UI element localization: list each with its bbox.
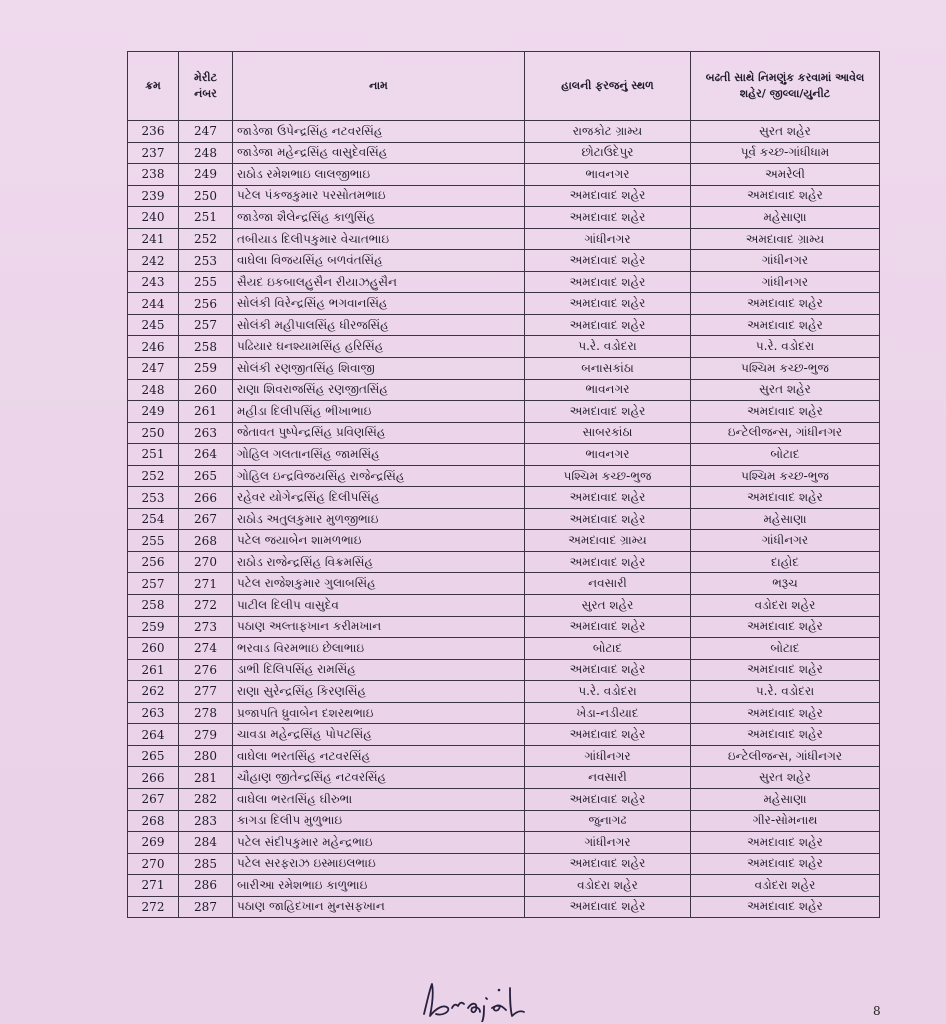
sr-cell: 271 — [128, 875, 179, 897]
new-posting-cell: અમદાવાદ શહેર — [691, 185, 880, 207]
sr-cell: 249 — [128, 401, 179, 423]
merit-number-cell: 247 — [179, 121, 233, 143]
name-cell: કાગડા દિલીપ મુળુભાઇ — [233, 810, 525, 832]
new-posting-cell: સુરત શહેર — [691, 379, 880, 401]
merit-number-cell: 250 — [179, 185, 233, 207]
table-row — [128, 638, 880, 660]
merit-number-cell: 277 — [179, 681, 233, 703]
name-cell: રાણા શિવરાજસિંહ રણજીતસિંહ — [233, 379, 525, 401]
current-posting-cell: જુનાગઢ — [525, 810, 691, 832]
name-cell: વાઘેલા વિજયસિંહ બળવંતસિંહ — [233, 250, 525, 272]
sr-cell: 258 — [128, 595, 179, 617]
current-posting-cell: નવસારી — [525, 573, 691, 595]
new-posting-cell: પૂર્વ કચ્છ-ગાંધીધામ — [691, 142, 880, 164]
name-cell: પટેલ જયાબેન શામળભાઇ — [233, 530, 525, 552]
current-posting-cell: બોટાદ — [525, 638, 691, 660]
current-posting-cell: અમદાવાદ શહેર — [525, 788, 691, 810]
name-cell: સોલંકી મહીપાલસિંહ ધીરજસિંહ — [233, 314, 525, 336]
merit-number-cell: 265 — [179, 465, 233, 487]
current-posting-cell: ગાંધીનગર — [525, 228, 691, 250]
current-posting-cell: ભાવનગર — [525, 379, 691, 401]
sr-cell: 254 — [128, 508, 179, 530]
merit-number-cell: 271 — [179, 573, 233, 595]
new-posting-cell: અમદાવાદ શહેર — [691, 702, 880, 724]
name-cell: ગોહિલ ગલતાનસિંહ જામસિંહ — [233, 444, 525, 466]
table-row — [128, 595, 880, 617]
current-posting-cell: અમદાવાદ શહેર — [525, 616, 691, 638]
sr-cell: 248 — [128, 379, 179, 401]
name-cell: તબીયાડ દિલીપકુમાર વેચાતભાઇ — [233, 228, 525, 250]
table-row — [128, 121, 880, 143]
name-cell: રાઠોડ રમેશભાઇ લાલજીભાઇ — [233, 164, 525, 186]
merit-number-cell: 285 — [179, 853, 233, 875]
name-cell: પઠાણ અલ્તાફખાન કરીમખાન — [233, 616, 525, 638]
sr-cell: 272 — [128, 896, 179, 918]
table-row — [128, 724, 880, 746]
table-row — [128, 767, 880, 789]
new-posting-cell: મહેસાણા — [691, 788, 880, 810]
name-cell: પ્રજાપતિ ધ્રુવાબેન દશરથભાઇ — [233, 702, 525, 724]
current-posting-cell: અમદાવાદ શહેર — [525, 207, 691, 229]
merit-number-cell: 256 — [179, 293, 233, 315]
table-row — [128, 358, 880, 380]
sr-cell: 264 — [128, 724, 179, 746]
current-posting-cell: પશ્ચિમ કચ્છ-ભુજ — [525, 465, 691, 487]
sr-cell: 240 — [128, 207, 179, 229]
sr-cell: 238 — [128, 164, 179, 186]
new-posting-cell: પશ્ચિમ કચ્છ-ભુજ — [691, 358, 880, 380]
merit-number-cell: 255 — [179, 271, 233, 293]
table-row — [128, 832, 880, 854]
current-posting-cell: ગાંધીનગર — [525, 745, 691, 767]
new-posting-cell: અમદાવાદ ગ્રામ્ય — [691, 228, 880, 250]
new-posting-cell: અમદાવાદ શહેર — [691, 314, 880, 336]
table-row — [128, 875, 880, 897]
name-cell: જાડેજા મહેન્દ્રસિંહ વાસુદેવસિંહ — [233, 142, 525, 164]
table-row — [128, 745, 880, 767]
table-row — [128, 336, 880, 358]
name-cell: બારીઆ રમેશભાઇ કાળુભાઇ — [233, 875, 525, 897]
new-posting-cell: પશ્ચિમ કચ્છ-ભુજ — [691, 465, 880, 487]
name-cell: પટેલ રાજેશકુમાર ગુલાબસિંહ — [233, 573, 525, 595]
sr-cell: 250 — [128, 422, 179, 444]
table-row — [128, 896, 880, 918]
new-posting-cell: અમદાવાદ શહેર — [691, 832, 880, 854]
header-current-posting: હાલની ફરજનું સ્થળ — [525, 52, 691, 121]
merit-number-cell: 286 — [179, 875, 233, 897]
merit-number-cell: 253 — [179, 250, 233, 272]
new-posting-cell: અમદાવાદ શહેર — [691, 293, 880, 315]
new-posting-cell: અમદાવાદ શહેર — [691, 659, 880, 681]
table-row — [128, 228, 880, 250]
table-row — [128, 185, 880, 207]
merit-number-cell: 278 — [179, 702, 233, 724]
merit-number-cell: 258 — [179, 336, 233, 358]
table-row — [128, 573, 880, 595]
merit-number-cell: 268 — [179, 530, 233, 552]
current-posting-cell: અમદાવાદ શહેર — [525, 271, 691, 293]
merit-number-cell: 273 — [179, 616, 233, 638]
name-cell: ચાવડા મહેન્દ્રસિંહ પોપટસિંહ — [233, 724, 525, 746]
sr-cell: 256 — [128, 551, 179, 573]
current-posting-cell: ભાવનગર — [525, 164, 691, 186]
table-row — [128, 465, 880, 487]
new-posting-cell: અમદાવાદ શહેર — [691, 853, 880, 875]
current-posting-cell: અમદાવાદ શહેર — [525, 659, 691, 681]
current-posting-cell: સાબરકાંઠા — [525, 422, 691, 444]
table-header-row — [128, 52, 880, 121]
table-row — [128, 314, 880, 336]
table-row — [128, 616, 880, 638]
new-posting-cell: અમરેલી — [691, 164, 880, 186]
table-row — [128, 810, 880, 832]
current-posting-cell: ખેડા-નડીયાદ — [525, 702, 691, 724]
header-sr: ક્રમ — [128, 52, 179, 121]
table-row — [128, 271, 880, 293]
sr-cell: 263 — [128, 702, 179, 724]
current-posting-cell: અમદાવાદ શહેર — [525, 724, 691, 746]
current-posting-cell: છોટાઉદેપુર — [525, 142, 691, 164]
name-cell: સોલંકી રણજીતસિંહ શિવાજી — [233, 358, 525, 380]
current-posting-cell: અમદાવાદ શહેર — [525, 853, 691, 875]
merit-number-cell: 263 — [179, 422, 233, 444]
name-cell: રાઠોડ અતુલકુમાર મુળજીભાઇ — [233, 508, 525, 530]
merit-number-cell: 252 — [179, 228, 233, 250]
new-posting-cell: અમદાવાદ શહેર — [691, 487, 880, 509]
new-posting-cell: ઇન્ટેલીજન્સ, ગાંધીનગર — [691, 745, 880, 767]
merit-number-cell: 259 — [179, 358, 233, 380]
table-body — [128, 121, 880, 918]
sr-cell: 266 — [128, 767, 179, 789]
merit-number-cell: 287 — [179, 896, 233, 918]
table-row — [128, 681, 880, 703]
merit-number-cell: 264 — [179, 444, 233, 466]
sr-cell: 239 — [128, 185, 179, 207]
name-cell: પઢિયાર ઘનશ્યામસિંહ હરિસિંહ — [233, 336, 525, 358]
new-posting-cell: ગીર-સોમનાથ — [691, 810, 880, 832]
current-posting-cell: અમદાવાદ શહેર — [525, 314, 691, 336]
sr-cell: 257 — [128, 573, 179, 595]
new-posting-cell: પ.રે. વડોદરા — [691, 681, 880, 703]
table-row — [128, 142, 880, 164]
current-posting-cell: પ.રે. વડોદરા — [525, 681, 691, 703]
merit-number-cell: 272 — [179, 595, 233, 617]
sr-cell: 245 — [128, 314, 179, 336]
name-cell: જેતાવત પુષ્પેન્દ્રસિંહ પ્રવિણસિંહ — [233, 422, 525, 444]
new-posting-cell: મહેસાણા — [691, 207, 880, 229]
sr-cell: 246 — [128, 336, 179, 358]
current-posting-cell: ભાવનગર — [525, 444, 691, 466]
table-row — [128, 788, 880, 810]
merit-number-cell: 282 — [179, 788, 233, 810]
name-cell: પઠાણ જાહિદખાન મુનસફખાન — [233, 896, 525, 918]
name-cell: ભરવાડ વિરમભાઇ છેલાભાઇ — [233, 638, 525, 660]
name-cell: જાડેજા શૈલેન્દ્રસિંહ કાળુસિંહ — [233, 207, 525, 229]
new-posting-cell: પ.રે. વડોદરા — [691, 336, 880, 358]
current-posting-cell: અમદાવાદ ગ્રામ્ય — [525, 530, 691, 552]
table-row — [128, 530, 880, 552]
merit-number-cell: 260 — [179, 379, 233, 401]
new-posting-cell: ભરૂચ — [691, 573, 880, 595]
name-cell: રાઠોડ રાજેન્દ્રસિંહ વિક્રમસિંહ — [233, 551, 525, 573]
merit-number-cell: 248 — [179, 142, 233, 164]
table-row — [128, 250, 880, 272]
name-cell: ડાભી દિલિપસિંહ રામસિંહ — [233, 659, 525, 681]
sr-cell: 247 — [128, 358, 179, 380]
merit-number-cell: 274 — [179, 638, 233, 660]
current-posting-cell: અમદાવાદ શહેર — [525, 293, 691, 315]
merit-number-cell: 270 — [179, 551, 233, 573]
merit-number-cell: 284 — [179, 832, 233, 854]
merit-number-cell: 276 — [179, 659, 233, 681]
merit-number-cell: 249 — [179, 164, 233, 186]
new-posting-cell: અમદાવાદ શહેર — [691, 616, 880, 638]
name-cell: વાઘેલા ભરતસિંહ નટવરસિંહ — [233, 745, 525, 767]
promotion-posting-table — [127, 51, 880, 918]
new-posting-cell: મહેસાણા — [691, 508, 880, 530]
new-posting-cell: અમદાવાદ શહેર — [691, 896, 880, 918]
sr-cell: 244 — [128, 293, 179, 315]
name-cell: પટેલ સંદીપકુમાર મહેન્દ્રભાઇ — [233, 832, 525, 854]
name-cell: ચૌહાણ જીતેન્દ્રસિંહ નટવરસિંહ — [233, 767, 525, 789]
current-posting-cell: વડોદરા શહેર — [525, 875, 691, 897]
merit-number-cell: 279 — [179, 724, 233, 746]
merit-number-cell: 283 — [179, 810, 233, 832]
header-name: નામ — [233, 52, 525, 121]
new-posting-cell: ઇન્ટેલીજન્સ, ગાંધીનગર — [691, 422, 880, 444]
new-posting-cell: બોટાદ — [691, 638, 880, 660]
merit-number-cell: 266 — [179, 487, 233, 509]
new-posting-cell: ગાંધીનગર — [691, 271, 880, 293]
table-row — [128, 659, 880, 681]
table-row — [128, 293, 880, 315]
sr-cell: 259 — [128, 616, 179, 638]
new-posting-cell: દાહોદ — [691, 551, 880, 573]
sr-cell: 261 — [128, 659, 179, 681]
name-cell: પટેલ પંકજકુમાર પરસોતમભાઇ — [233, 185, 525, 207]
merit-number-cell: 251 — [179, 207, 233, 229]
sr-cell: 269 — [128, 832, 179, 854]
name-cell: પટેલ સરફરાઝ ઇસ્માઇલભાઇ — [233, 853, 525, 875]
new-posting-cell: સુરત શહેર — [691, 121, 880, 143]
name-cell: જાડેજા ઉપેન્દ્રસિંહ નટવરસિંહ — [233, 121, 525, 143]
name-cell: રહેવર યોગેન્દ્રસિંહ દિલીપસિંહ — [233, 487, 525, 509]
table-row — [128, 487, 880, 509]
current-posting-cell: બનાસકાંઠા — [525, 358, 691, 380]
table-row — [128, 401, 880, 423]
table-row — [128, 164, 880, 186]
sr-cell: 270 — [128, 853, 179, 875]
sr-cell: 267 — [128, 788, 179, 810]
merit-number-cell: 261 — [179, 401, 233, 423]
current-posting-cell: અમદાવાદ શહેર — [525, 185, 691, 207]
sr-cell: 243 — [128, 271, 179, 293]
current-posting-cell: અમદાવાદ શહેર — [525, 508, 691, 530]
current-posting-cell: નવસારી — [525, 767, 691, 789]
new-posting-cell: વડોદરા શહેર — [691, 595, 880, 617]
sr-cell: 252 — [128, 465, 179, 487]
table-row — [128, 853, 880, 875]
new-posting-cell: બોટાદ — [691, 444, 880, 466]
new-posting-cell: અમદાવાદ શહેર — [691, 401, 880, 423]
current-posting-cell: અમદાવાદ શહેર — [525, 250, 691, 272]
new-posting-cell: વડોદરા શહેર — [691, 875, 880, 897]
current-posting-cell: રાજકોટ ગ્રામ્ય — [525, 121, 691, 143]
current-posting-cell: અમદાવાદ શહેર — [525, 487, 691, 509]
new-posting-cell: ગાંધીનગર — [691, 250, 880, 272]
sr-cell: 236 — [128, 121, 179, 143]
sr-cell: 241 — [128, 228, 179, 250]
sr-cell: 251 — [128, 444, 179, 466]
name-cell: સોલંકી વિરેન્દ્રસિંહ ભગવાનસિંહ — [233, 293, 525, 315]
name-cell: રાણા સુરેન્દ્રસિંહ કિરણસિંહ — [233, 681, 525, 703]
merit-number-cell: 257 — [179, 314, 233, 336]
sr-cell: 265 — [128, 745, 179, 767]
sr-cell: 253 — [128, 487, 179, 509]
merit-number-cell: 267 — [179, 508, 233, 530]
name-cell: મહીડા દિલીપસિંહ ભીખાભાઇ — [233, 401, 525, 423]
header-merit-number: મેરીટ નંબર — [179, 52, 233, 121]
sr-cell: 268 — [128, 810, 179, 832]
current-posting-cell: ગાંધીનગર — [525, 832, 691, 854]
new-posting-cell: અમદાવાદ શહેર — [691, 724, 880, 746]
current-posting-cell: અમદાવાદ શહેર — [525, 896, 691, 918]
table-row — [128, 379, 880, 401]
new-posting-cell: સુરત શહેર — [691, 767, 880, 789]
page-number: 8 — [873, 1004, 881, 1018]
table-row — [128, 551, 880, 573]
name-cell: પાટીલ દિલીપ વાસુદેવ — [233, 595, 525, 617]
header-new-posting: બઢતી સાથે નિમણુંક કરવામાં આવેલ શહેર/ જીલ્લા/યુનીટ — [691, 52, 880, 121]
current-posting-cell: પ.રે. વડોદરા — [525, 336, 691, 358]
merit-number-cell: 280 — [179, 745, 233, 767]
table-row — [128, 508, 880, 530]
table-row — [128, 444, 880, 466]
name-cell: વાઘેલા ભરતસિંહ ઘીરુભા — [233, 788, 525, 810]
merit-number-cell: 281 — [179, 767, 233, 789]
name-cell: ગોહિલ ઇન્દ્રવિજયસિંહ રાજેન્દ્રસિંહ — [233, 465, 525, 487]
table-row — [128, 422, 880, 444]
name-cell: સૈયદ ઇકબાલહુસૈન રીયાઝહુસૈન — [233, 271, 525, 293]
sr-cell: 255 — [128, 530, 179, 552]
table-row — [128, 207, 880, 229]
current-posting-cell: સુરત શહેર — [525, 595, 691, 617]
sr-cell: 237 — [128, 142, 179, 164]
current-posting-cell: અમદાવાદ શહેર — [525, 401, 691, 423]
sr-cell: 262 — [128, 681, 179, 703]
sr-cell: 242 — [128, 250, 179, 272]
table-row — [128, 702, 880, 724]
sr-cell: 260 — [128, 638, 179, 660]
new-posting-cell: ગાંધીનગર — [691, 530, 880, 552]
signature — [418, 978, 538, 1022]
current-posting-cell: અમદાવાદ શહેર — [525, 551, 691, 573]
